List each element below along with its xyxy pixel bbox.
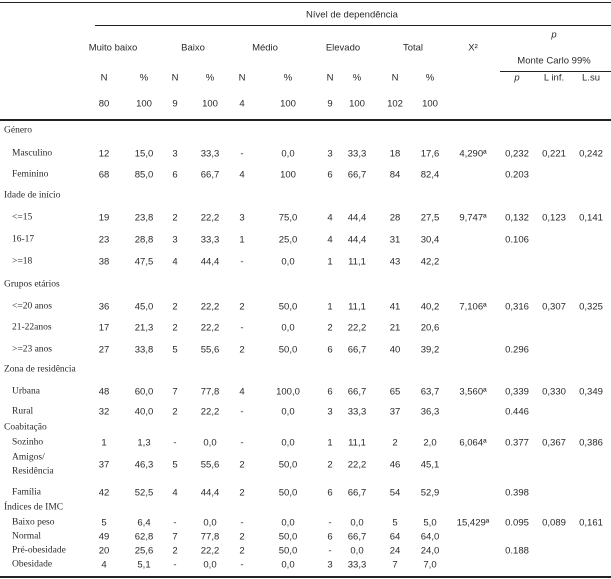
- percent-cell: 63,7: [420, 386, 440, 398]
- n-col-header: N: [326, 72, 334, 84]
- percent-cell: 0,0: [281, 256, 295, 268]
- level-total: Total: [402, 42, 424, 54]
- percent-cell: 50,0: [278, 344, 298, 356]
- count-cell: 42: [98, 487, 110, 499]
- count-cell: -: [240, 559, 244, 571]
- total-count: 9: [172, 98, 178, 110]
- count-cell: 7: [172, 531, 178, 543]
- percent-cell: 25,6: [134, 545, 154, 557]
- percent-cell: 25,0: [278, 234, 298, 246]
- count-cell: 1: [327, 256, 333, 268]
- count-cell: 5: [392, 517, 398, 529]
- count-cell: 24: [389, 545, 401, 557]
- percent-cell: 40,2: [420, 301, 440, 313]
- count-cell: 19: [98, 212, 110, 224]
- chi-square-cell: 15,429ª: [456, 517, 490, 529]
- percent-cell: 11,1: [348, 301, 366, 313]
- p-value-cell: 0.106: [505, 234, 529, 246]
- row-label: Baixo peso: [12, 517, 55, 528]
- n-col-header: N: [100, 72, 108, 84]
- percent-cell: 0,0: [281, 437, 295, 449]
- row-label: Feminino: [12, 169, 49, 180]
- row-label: Urbana: [12, 386, 40, 397]
- percent-cell: 0,0: [281, 148, 295, 160]
- total-count: 9: [327, 98, 333, 110]
- count-cell: 3: [327, 406, 333, 418]
- count-cell: -: [173, 559, 177, 571]
- percent-col-header: %: [139, 72, 149, 84]
- upper-limit-cell: 0,325: [579, 301, 603, 313]
- count-cell: 46: [389, 459, 401, 471]
- percent-cell: 1,3: [137, 437, 151, 449]
- level-baixo: Baixo: [181, 42, 205, 54]
- count-cell: 84: [389, 169, 401, 181]
- p-value-cell: 0.296: [505, 344, 529, 356]
- percent-cell: 45,1: [420, 459, 440, 471]
- lower-limit-cell: 0,089: [542, 517, 566, 529]
- count-cell: 3: [327, 148, 333, 160]
- upper-limit-cell: 0,161: [579, 517, 603, 529]
- count-cell: 6: [172, 169, 178, 181]
- row-label: >=23 anos: [12, 344, 53, 355]
- percent-cell: 15,0: [134, 148, 154, 160]
- count-cell: -: [240, 322, 244, 334]
- percent-cell: 5,1: [137, 559, 151, 571]
- row-label: Sozinho: [12, 437, 44, 448]
- percent-cell: 52,9: [420, 487, 440, 499]
- count-cell: 4: [172, 256, 178, 268]
- count-cell: 3: [327, 559, 333, 571]
- count-cell: 1: [239, 234, 245, 246]
- count-cell: 4: [172, 487, 178, 499]
- percent-col-header: %: [283, 72, 293, 84]
- percent-cell: 47,5: [134, 256, 154, 268]
- count-cell: 23: [98, 234, 110, 246]
- percent-cell: 20,6: [420, 322, 440, 334]
- p-value-cell: 0.203: [505, 169, 529, 181]
- count-cell: 27: [98, 344, 110, 356]
- percent-cell: 66,7: [347, 487, 367, 499]
- percent-cell: 100: [280, 169, 296, 181]
- percent-cell: 22,2: [200, 406, 220, 418]
- bottom-rule: [0, 576, 611, 578]
- percent-cell: 50,0: [278, 545, 298, 557]
- p-value-cell: 0,232: [505, 148, 529, 160]
- count-cell: 2: [239, 545, 245, 557]
- chi-square-cell: 3,560ª: [459, 386, 487, 398]
- count-cell: 2: [172, 406, 178, 418]
- upper-limit-cell: 0,349: [579, 386, 603, 398]
- percent-cell: 100,0: [276, 386, 300, 398]
- percent-cell: 75,0: [278, 212, 298, 224]
- p-value-cell: 0.095: [505, 517, 529, 529]
- percent-cell: 50,0: [278, 487, 298, 499]
- row-label: Família: [12, 487, 42, 498]
- section-title: Coabitação: [4, 422, 47, 433]
- count-cell: 36: [98, 301, 110, 313]
- lower-limit-cell: 0,307: [542, 301, 566, 313]
- row-label: Amigos/: [12, 452, 45, 463]
- percent-cell: 0,0: [281, 517, 295, 529]
- percent-cell: 66,7: [200, 169, 220, 181]
- percent-cell: 0,0: [203, 559, 217, 571]
- mc-p-header: p: [514, 72, 520, 84]
- count-cell: 2: [239, 531, 245, 543]
- count-cell: 31: [389, 234, 401, 246]
- p-value-cell: 0,339: [505, 386, 529, 398]
- count-cell: 4: [327, 212, 333, 224]
- percent-cell: 85,0: [134, 169, 154, 181]
- n-col-header: N: [171, 72, 179, 84]
- count-cell: 3: [172, 148, 178, 160]
- percent-cell: 66,7: [347, 531, 367, 543]
- percent-cell: 2,0: [423, 437, 437, 449]
- row-label: 21-22anos: [12, 322, 52, 333]
- chi-square-header: X²: [468, 42, 478, 54]
- percent-cell: 33,3: [347, 406, 367, 418]
- count-cell: 12: [98, 148, 110, 160]
- percent-col-header: %: [425, 72, 435, 84]
- total-count: 100: [136, 98, 152, 110]
- count-cell: 6: [327, 386, 333, 398]
- count-cell: -: [173, 517, 177, 529]
- count-cell: 2: [172, 322, 178, 334]
- percent-cell: 17,6: [420, 148, 440, 160]
- percent-cell: 64,0: [420, 531, 440, 543]
- percent-cell: 0,0: [281, 559, 295, 571]
- count-cell: 48: [98, 386, 110, 398]
- n-col-header: N: [391, 72, 399, 84]
- total-count: 4: [239, 98, 245, 110]
- row-label: Obesidade: [12, 559, 53, 570]
- count-cell: -: [240, 256, 244, 268]
- row-label: 16-17: [12, 234, 35, 245]
- p-header: p: [551, 29, 557, 41]
- count-cell: 21: [389, 322, 401, 334]
- percent-cell: 50,0: [278, 459, 298, 471]
- upper-limit-cell: 0,242: [579, 148, 603, 160]
- row-label: Pré-obesidade: [12, 545, 66, 556]
- count-cell: 20: [98, 545, 110, 557]
- percent-cell: 22,2: [200, 212, 220, 224]
- percent-cell: 55,6: [200, 344, 220, 356]
- chi-square-cell: 4,290ª: [459, 148, 487, 160]
- percent-cell: 22,2: [200, 301, 220, 313]
- total-count: 100: [202, 98, 218, 110]
- chi-square-cell: 7,106ª: [459, 301, 487, 313]
- count-cell: 6: [327, 487, 333, 499]
- count-cell: 65: [389, 386, 401, 398]
- percent-cell: 77,8: [200, 386, 220, 398]
- count-cell: 2: [239, 459, 245, 471]
- percent-cell: 22,2: [200, 322, 220, 334]
- percent-cell: 5,0: [423, 517, 437, 529]
- count-cell: 5: [172, 459, 178, 471]
- percent-cell: 45,0: [134, 301, 154, 313]
- top-rule: [0, 2, 611, 3]
- percent-cell: 28,8: [134, 234, 154, 246]
- section-title: Índices de IMC: [4, 502, 64, 513]
- count-cell: 37: [389, 406, 401, 418]
- percent-cell: 33,3: [200, 148, 220, 160]
- count-cell: -: [240, 517, 244, 529]
- count-cell: 7: [172, 386, 178, 398]
- count-cell: 2: [392, 437, 398, 449]
- count-cell: 40: [389, 344, 401, 356]
- count-cell: 2: [172, 212, 178, 224]
- row-label: Rural: [12, 406, 34, 417]
- total-count: 100: [349, 98, 365, 110]
- total-count: 100: [280, 98, 296, 110]
- percent-cell: 44,4: [347, 234, 367, 246]
- count-cell: 54: [389, 487, 401, 499]
- percent-cell: 22,2: [347, 322, 367, 334]
- section-title: Zona de residência: [4, 364, 76, 375]
- percent-cell: 42,2: [420, 256, 440, 268]
- percent-cell: 24,0: [420, 545, 440, 557]
- count-cell: 2: [239, 301, 245, 313]
- count-cell: 6: [327, 531, 333, 543]
- percent-cell: 44,4: [200, 256, 220, 268]
- group-title: Nível de dependência: [306, 9, 398, 21]
- p-value-cell: 0.398: [505, 487, 529, 499]
- count-cell: 1: [327, 301, 333, 313]
- row-label: Normal: [12, 531, 42, 542]
- p-value-cell: 0.377: [505, 437, 529, 449]
- count-cell: 4: [327, 234, 333, 246]
- count-cell: 49: [98, 531, 110, 543]
- row-label-continued: Residência: [12, 466, 54, 477]
- total-count: 80: [98, 98, 110, 110]
- percent-cell: 66,7: [347, 169, 367, 181]
- count-cell: 38: [98, 256, 110, 268]
- level-medio: Médio: [252, 42, 278, 54]
- count-cell: 4: [239, 386, 245, 398]
- percent-cell: 33,3: [200, 234, 220, 246]
- section-title: Género: [4, 125, 32, 136]
- count-cell: 4: [101, 559, 107, 571]
- count-cell: 5: [101, 517, 107, 529]
- percent-cell: 11,1: [348, 437, 366, 449]
- count-cell: 1: [327, 437, 333, 449]
- percent-cell: 23,8: [134, 212, 154, 224]
- count-cell: 32: [98, 406, 110, 418]
- percent-cell: 52,5: [134, 487, 154, 499]
- count-cell: 17: [98, 322, 110, 334]
- count-cell: 7: [392, 559, 398, 571]
- upper-limit-cell: 0,386: [579, 437, 603, 449]
- percent-cell: 0,0: [281, 322, 295, 334]
- percent-cell: 22,2: [200, 545, 220, 557]
- percent-cell: 44,4: [347, 212, 367, 224]
- chi-square-cell: 6,064ª: [459, 437, 487, 449]
- percent-cell: 36,3: [420, 406, 440, 418]
- count-cell: 5: [172, 344, 178, 356]
- percent-cell: 50,0: [278, 531, 298, 543]
- percent-cell: 44,4: [200, 487, 220, 499]
- count-cell: -: [328, 517, 332, 529]
- section-title: Grupos etários: [4, 279, 60, 290]
- lower-limit-cell: 0,367: [542, 437, 566, 449]
- mc-lsup-header: L.su: [582, 72, 600, 84]
- p-value-cell: 0,132: [505, 212, 529, 224]
- percent-cell: 82,4: [420, 169, 440, 181]
- percent-cell: 11,1: [348, 256, 366, 268]
- count-cell: 2: [327, 459, 333, 471]
- chi-square-cell: 9,747ª: [459, 212, 487, 224]
- percent-cell: 60,0: [134, 386, 154, 398]
- n-col-header: N: [238, 72, 246, 84]
- level-elevado: Elevado: [325, 42, 361, 54]
- percent-cell: 0,0: [281, 406, 295, 418]
- percent-cell: 30,4: [420, 234, 440, 246]
- percent-col-header: %: [352, 72, 362, 84]
- percent-col-header: %: [205, 72, 215, 84]
- count-cell: 4: [239, 169, 245, 181]
- count-cell: -: [240, 437, 244, 449]
- monte-carlo-header: Monte Carlo 99%: [517, 55, 591, 67]
- percent-cell: 22,2: [347, 459, 367, 471]
- row-label: <=20 anos: [12, 301, 53, 312]
- percent-cell: 39,2: [420, 344, 440, 356]
- count-cell: 68: [98, 169, 110, 181]
- mc-linf-header: L inf.: [543, 72, 565, 84]
- percent-cell: 66,7: [347, 386, 367, 398]
- total-count: 100: [422, 98, 438, 110]
- count-cell: -: [173, 437, 177, 449]
- percent-cell: 50,0: [278, 301, 298, 313]
- p-value-cell: 0,316: [505, 301, 529, 313]
- count-cell: 18: [389, 148, 401, 160]
- count-cell: 2: [239, 487, 245, 499]
- count-cell: 2: [239, 344, 245, 356]
- percent-cell: 46,3: [134, 459, 154, 471]
- percent-cell: 0,0: [203, 437, 217, 449]
- lower-limit-cell: 0,221: [542, 148, 566, 160]
- percent-cell: 21,3: [134, 322, 154, 334]
- percent-cell: 77,8: [200, 531, 220, 543]
- percent-cell: 40,0: [134, 406, 154, 418]
- percent-cell: 33,8: [134, 344, 154, 356]
- count-cell: 37: [98, 459, 110, 471]
- percent-cell: 62,8: [134, 531, 154, 543]
- percent-cell: 66,7: [347, 344, 367, 356]
- p-value-cell: 0.188: [505, 545, 529, 557]
- level-muito-baixo: Muito baixo: [88, 42, 138, 54]
- percent-cell: 7,0: [423, 559, 437, 571]
- total-count: 102: [387, 98, 403, 110]
- count-cell: -: [240, 406, 244, 418]
- count-cell: -: [240, 148, 244, 160]
- count-cell: 2: [172, 301, 178, 313]
- percent-cell: 0,0: [350, 517, 364, 529]
- percent-cell: 55,6: [200, 459, 220, 471]
- row-label: <=15: [12, 212, 33, 223]
- upper-limit-cell: 0,141: [579, 212, 603, 224]
- count-cell: 3: [239, 212, 245, 224]
- row-label: Masculino: [12, 148, 53, 159]
- count-cell: 6: [327, 344, 333, 356]
- group-rule: [95, 25, 611, 26]
- percent-cell: 27,5: [420, 212, 440, 224]
- percent-cell: 33,3: [347, 148, 367, 160]
- p-value-cell: 0.446: [505, 406, 529, 418]
- percent-cell: 6,4: [137, 517, 151, 529]
- count-cell: 41: [389, 301, 401, 313]
- percent-cell: 0,0: [203, 517, 217, 529]
- header-bottom-rule: [0, 119, 611, 121]
- lower-limit-cell: 0,330: [542, 386, 566, 398]
- percent-cell: 33,3: [347, 559, 367, 571]
- count-cell: 43: [389, 256, 401, 268]
- count-cell: 6: [327, 169, 333, 181]
- percent-cell: 0,0: [350, 545, 364, 557]
- count-cell: 64: [389, 531, 401, 543]
- count-cell: 1: [101, 437, 107, 449]
- count-cell: 3: [172, 234, 178, 246]
- count-cell: -: [328, 545, 332, 557]
- count-cell: 2: [172, 545, 178, 557]
- row-label: >=18: [12, 256, 33, 267]
- count-cell: 28: [389, 212, 401, 224]
- count-cell: 2: [327, 322, 333, 334]
- lower-limit-cell: 0,123: [542, 212, 566, 224]
- section-title: Idade de início: [4, 190, 61, 201]
